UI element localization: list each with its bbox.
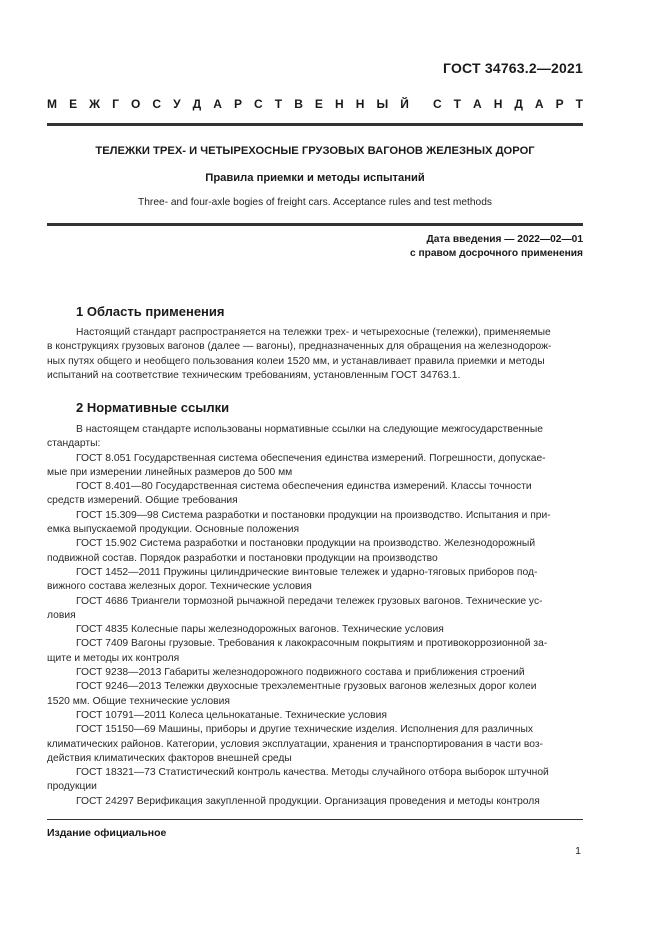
reference-line: ГОСТ 1452—2011 Пружины цилиндрические винтовые тележек и ударно-тяговых приборов под- — [76, 566, 538, 578]
heading-letter: А — [213, 97, 222, 111]
official-edition-label: Издание официальное — [47, 827, 167, 839]
heading-letter: Ж — [89, 97, 100, 111]
body-line: испытаний на соответствие техническим требованиям, установленным ГОСТ 34763.1. — [47, 369, 461, 381]
interstate-word — [47, 97, 409, 111]
heading-letter: В — [294, 97, 303, 111]
heading-letter: У — [173, 97, 181, 111]
reference-line: ГОСТ 7409 Вагоны грузовые. Требования к лакокрасочным покрытиям и противокоррозионной за- — [76, 638, 548, 650]
heading-letter: Е — [314, 97, 323, 111]
early-application-note: с правом досрочного применения — [409, 248, 583, 259]
section-2-heading: 2 Нормативные ссылки — [76, 400, 230, 415]
reference-line: ГОСТ 9238—2013 Габариты железнодорожного подвижного состава и приближения строений — [76, 667, 525, 679]
heading-letter: Н — [355, 97, 365, 111]
reference-line: стандарты: — [47, 438, 101, 450]
body-line: Настоящий стандарт распространяется на тележки трех- и четырехосные (тележки), применяемые — [76, 327, 551, 338]
top-divider — [47, 123, 583, 126]
section-1-heading: 1 Область применения — [76, 304, 225, 319]
section-2-body — [47, 423, 583, 809]
document-subtitle: Правила приемки и методы испытаний — [205, 172, 425, 184]
document-title-english: Three- and four-axle bogies of freight cars. Acceptance rules and test methods — [138, 197, 492, 208]
page-number: 1 — [575, 845, 581, 857]
heading-letter: А — [534, 97, 544, 111]
heading-letter: С — [254, 97, 263, 111]
heading-letter: Т — [274, 97, 283, 111]
heading-letter: Е — [69, 97, 78, 111]
reference-line: ловия — [47, 609, 76, 621]
reference-line: продукции — [47, 781, 97, 793]
reference-line: ГОСТ 24297 Верификация закупленной продукции. Организация проведения и методы контроля — [76, 795, 540, 807]
interstate-standard-heading — [47, 97, 583, 111]
reference-line: средств измерений. Общие требования — [47, 495, 238, 507]
document-title: ТЕЛЕЖКИ ТРЕХ- И ЧЕТЫРЕХОСНЫЕ ГРУЗОВЫХ ВАГОНОВ ЖЕЛЕЗНЫХ ДОРОГ — [95, 145, 535, 157]
section-1-body — [47, 326, 583, 383]
heading-letter: Т — [453, 97, 462, 111]
reference-line: ГОСТ 9246—2013 Тележки двухосные трехэлементные грузовых вагонов железных дорог колеи — [76, 681, 537, 693]
heading-letter: Т — [575, 97, 583, 111]
reference-line: емка выпускаемой продукции. Основные положения — [47, 524, 300, 536]
reference-line: ГОСТ 10791—2011 Колеса цельнокатаные. Технические условия — [76, 709, 387, 721]
heading-letter: Р — [555, 97, 564, 111]
heading-letter: Н — [493, 97, 503, 111]
reference-line: вижного состава железных дорог. Технические условия — [47, 581, 312, 593]
reference-line: ГОСТ 15.309—98 Система разработки и постановки продукции на производство. Испытания и при- — [76, 509, 551, 521]
title-divider — [47, 223, 583, 226]
reference-line: В настоящем стандарте использованы нормативные ссылки на следующие межгосударственные — [76, 424, 543, 435]
reference-line: ГОСТ 8.051 Государственная система обеспечения единства измерений. Погрешности, допускае- — [76, 452, 546, 464]
heading-letter: А — [473, 97, 482, 111]
reference-line: ГОСТ 4835 Колесные пары железнодорожных вагонов. Технические условия — [76, 624, 444, 636]
body-line: в конструкциях грузовых вагонов (далее — вагоны), предназначенных для обращения на железнодорож- — [47, 341, 552, 353]
reference-line: действия климатических факторов внешней среды — [47, 752, 292, 764]
heading-letter: Р — [233, 97, 242, 111]
heading-letter: Г — [112, 97, 119, 111]
reference-line: ГОСТ 15150—69 Машины, приборы и другие технические изделия. Исполнения для различных — [76, 724, 534, 736]
heading-letter: М — [47, 97, 57, 111]
reference-line: подвижной состав. Порядок разработки и постановки продукции на производство — [47, 552, 438, 564]
heading-letter: Д — [192, 97, 202, 111]
gost-code: ГОСТ 34763.2—2021 — [443, 60, 583, 76]
intro-date-block — [410, 233, 583, 261]
heading-letter: Й — [400, 97, 409, 111]
intro-date: Дата введения — 2022—02—01 — [426, 234, 583, 245]
body-line: ных путях общего и необщего пользования колеи 1520 мм, и устанавливает правила приемки и методы — [47, 355, 545, 367]
standard-word — [433, 97, 583, 111]
heading-letter: Ы — [376, 97, 389, 111]
footer-divider — [47, 819, 583, 820]
heading-letter: Д — [514, 97, 523, 111]
reference-line: ГОСТ 18321—73 Статистический контроль качества. Методы случайного отбора выборок штучной — [76, 767, 549, 779]
reference-line: ГОСТ 4686 Триангели тормозной рычажной передачи тележек грузовых вагонов. Технические ус- — [76, 595, 543, 607]
reference-line: щите и методы их контроля — [47, 652, 180, 664]
reference-line: ГОСТ 15.902 Система разработки и постановки продукции на производство. Железнодорожный — [76, 538, 536, 550]
heading-letter: Н — [335, 97, 344, 111]
reference-line: мые при измерении линейных размеров до 500 мм — [47, 466, 293, 478]
reference-line: климатических районов. Категории, условия эксплуатации, хранения и транспортирования в части воз- — [47, 738, 543, 750]
heading-letter: С — [433, 97, 442, 111]
heading-letter: С — [152, 97, 162, 111]
reference-line: ГОСТ 8.401—80 Государственная система обеспечения единства измерений. Классы точности — [76, 481, 532, 493]
reference-line: 1520 мм. Общие технические условия — [47, 695, 230, 707]
heading-letter: О — [130, 97, 141, 111]
